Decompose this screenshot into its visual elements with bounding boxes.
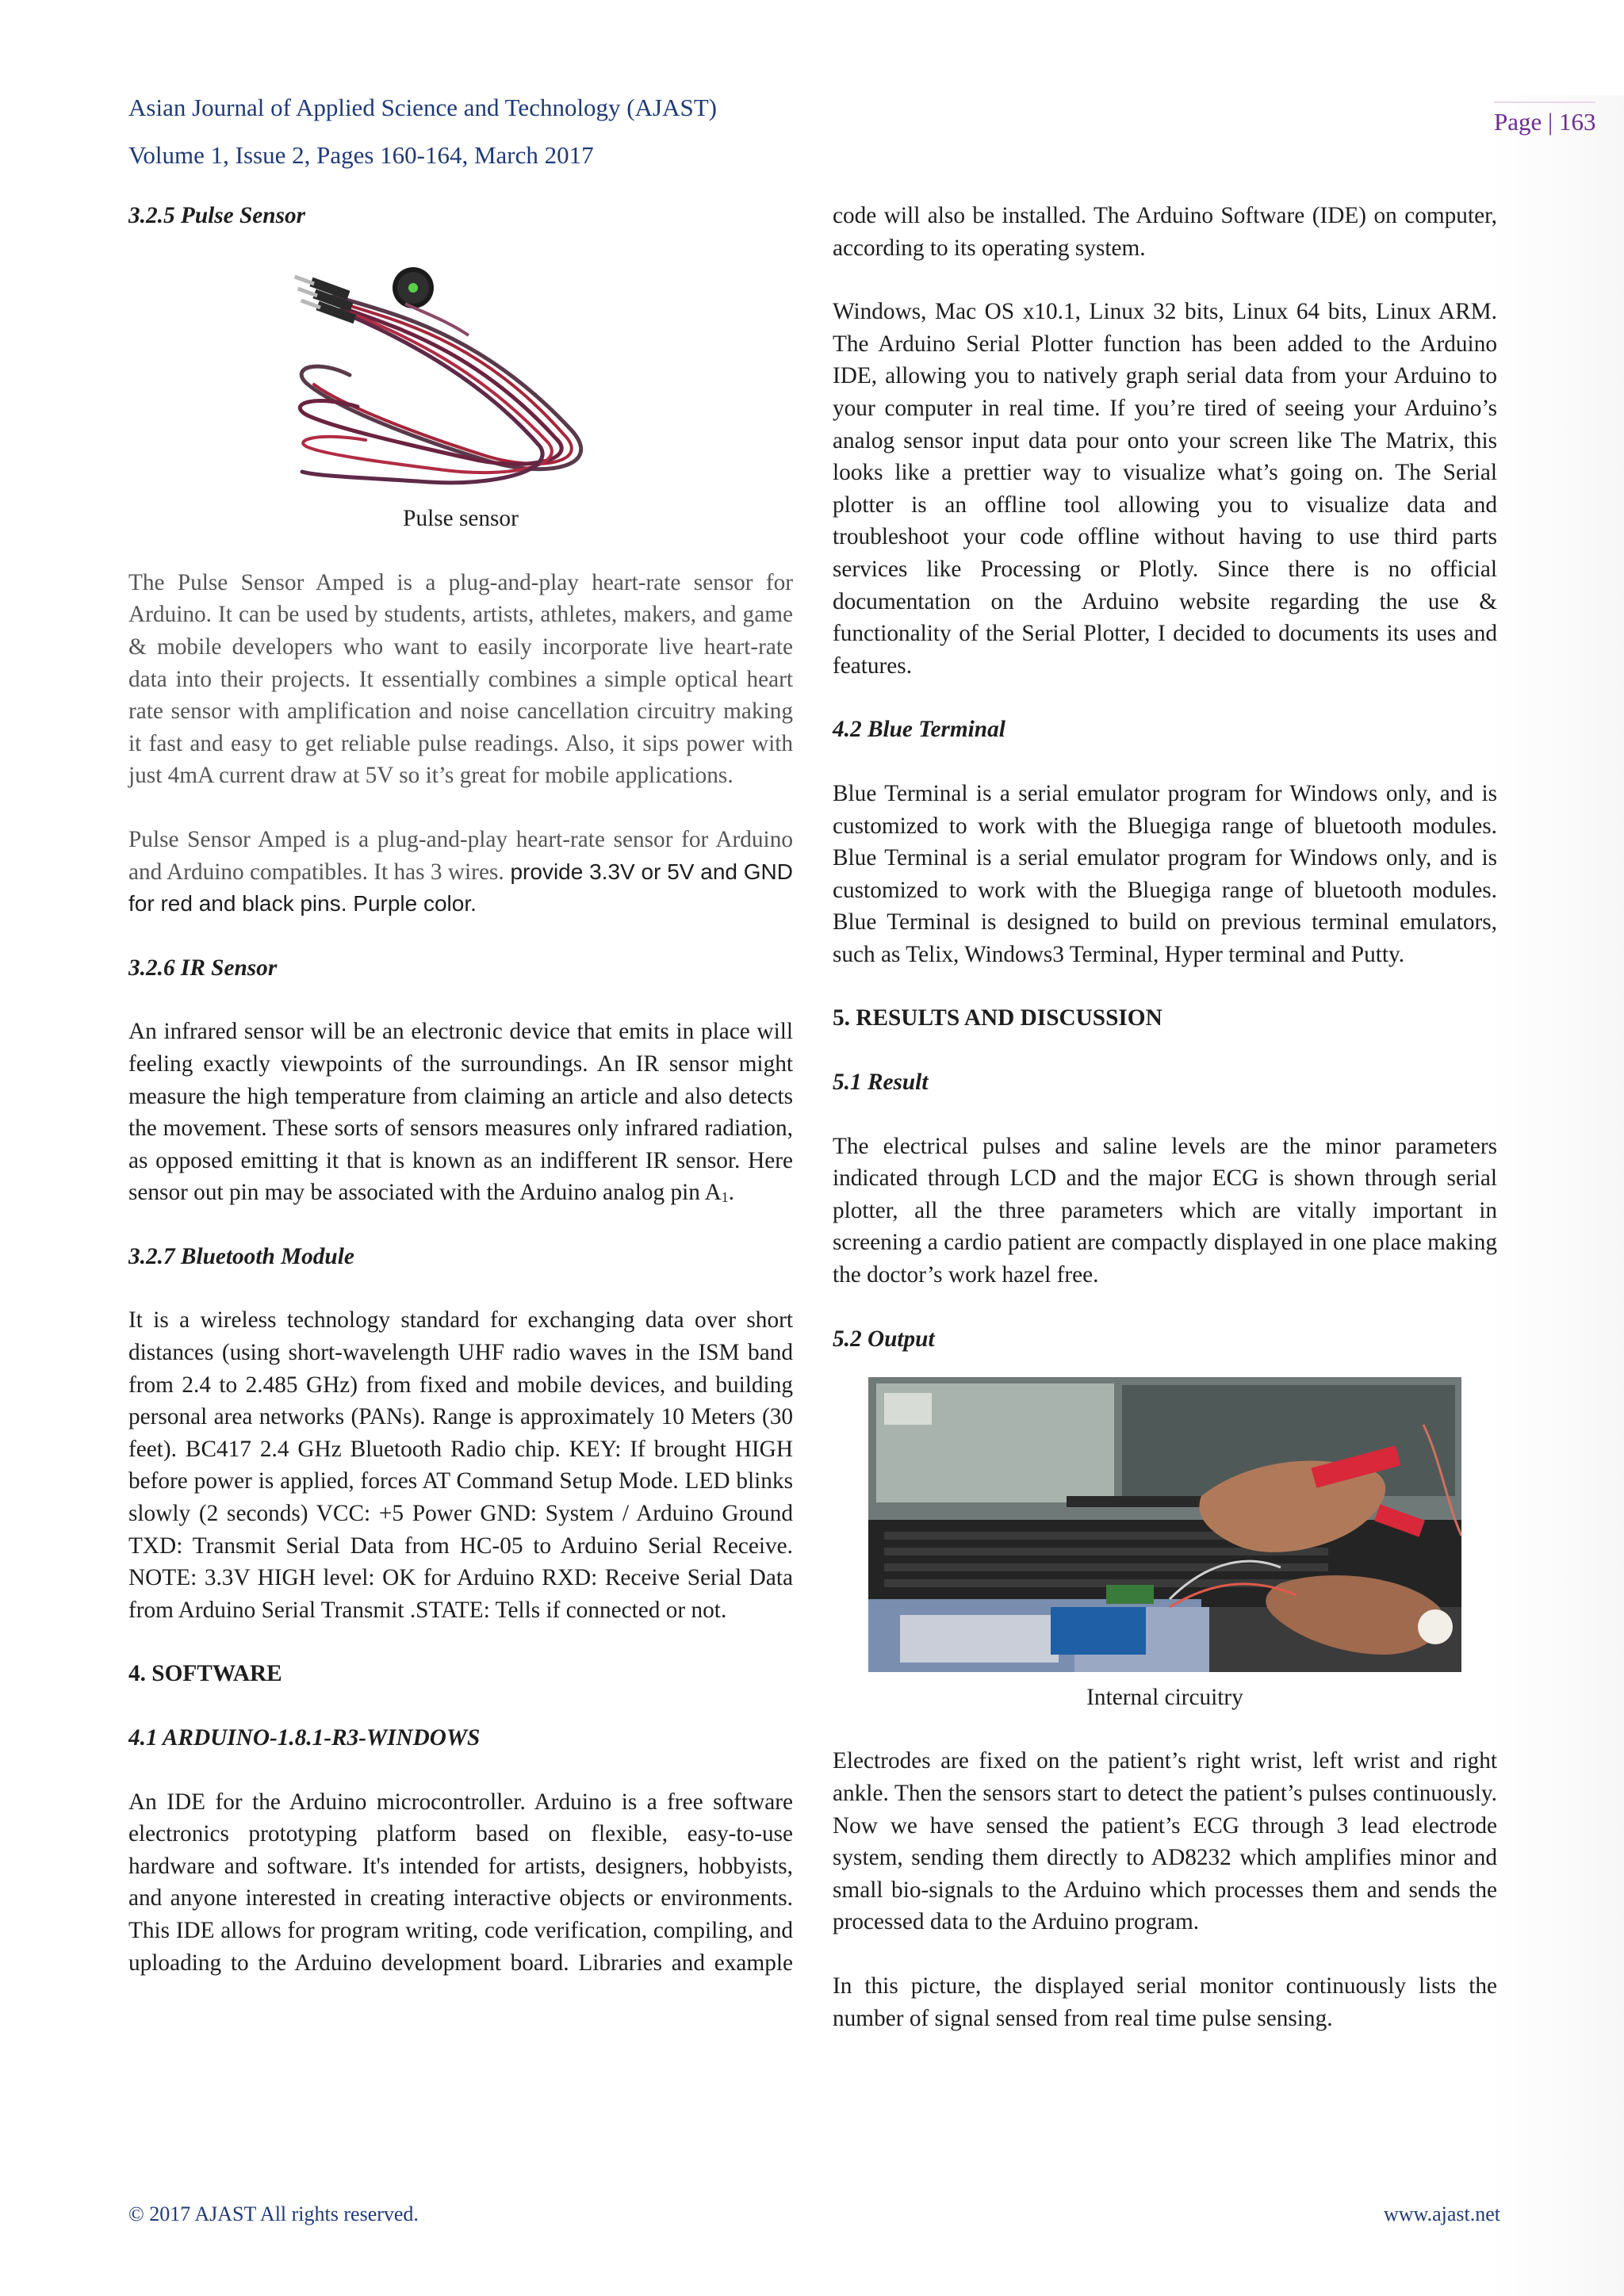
section-4-2-heading: 4.2 Blue Terminal — [833, 717, 1005, 743]
pulse-sensor-image — [286, 264, 635, 494]
pulse-sensor-paragraph-2 — [128, 824, 793, 920]
right-column — [833, 200, 1497, 2034]
ir-sensor-paragraph — [128, 1016, 793, 1209]
internal-circuitry-figure — [833, 1377, 1497, 1682]
serial-plotter-paragraph: Windows, Mac OS x10.1, Linux 32 bits, Linux 64 bits, Linux ARM. The Arduino Serial Plotter function has been added to the Arduino IDE, allowing you to natively graph serial data from your Arduino to your computer in real time. If you’re tired of seeing your Arduino’s analog sensor input data pour onto your screen like The Matrix, this looks like a prettier way to visualize what’s going on. The Serial plotter is an offline tool allowing you to visualize data and troubleshoot your code offline without having to use third parts services like Processing or Plotly. Since there is no official documentation on the Arduino website regarding the use & functionality of the Serial Plotter, I decided to documents its uses and features. — [833, 299, 1497, 679]
section-5-2-heading: 5.2 Output — [833, 1326, 935, 1352]
arduino-ide-continued: code will also be installed. The Arduino Software (IDE) on computer, according to its operating system. — [833, 203, 1497, 261]
section-3-2-7-heading: 3.2.7 Bluetooth Module — [128, 1243, 354, 1269]
ir-sensor-subscript: 1 — [721, 1189, 729, 1206]
arduino-ide-paragraph: An IDE for the Arduino microcontroller. Arduino is a free software electronics prototyping platform based on flexible, easy-to-use hardware and software. It's intended for artists, designers, hobbyists, and anyone interested in creating interactive objects or environments. This IDE allows for program writing, code verification, compiling, and uploading to the Arduino development board. Libraries and example — [128, 1789, 793, 1976]
result-paragraph: The electrical pulses and saline levels are the minor parameters indicated through LCD and the major ECG is shown through serial plotter, all the three parameters which are vitally important in screening a cardio patient are compactly displayed in one place making the doctor’s work hazel free. — [833, 1133, 1497, 1288]
section-3-2-6-heading: 3.2.6 IR Sensor — [128, 955, 278, 981]
section-4-1-heading: 4.1 ARDUINO-1.8.1-R3-WINDOWS — [128, 1725, 481, 1751]
serial-monitor-paragraph: In this picture, the displayed serial monitor continuously lists the number of signal sensed from real time pulse sensing. — [833, 1973, 1497, 2031]
footer-website[interactable]: www.ajast.net — [1383, 2202, 1500, 2225]
section-3-2-5-heading: 3.2.5 Pulse Sensor — [128, 203, 306, 228]
left-column — [128, 200, 793, 1979]
ir-sensor-end: . — [728, 1180, 734, 1206]
internal-circuitry-caption: Internal circuitry — [1086, 1684, 1243, 1710]
page-margin-shade — [1489, 95, 1624, 2296]
blue-terminal-paragraph: Blue Terminal is a serial emulator program for Windows only, and is customized to work with the Bluegiga range of bluetooth modules. Blue Terminal is a serial emulator program for Windows only, and is customized to work with the Bluegiga range of bluetooth modules. Blue Terminal is designed to build on previous terminal emulators, such as Telix, Windows3 Terminal, Hyper terminal and Putty. — [833, 780, 1497, 967]
pulse-sensor-paragraph-2b: provide 3.3V or 5V and GND for red and black pins. Purple color. — [128, 859, 793, 916]
pulse-sensor-caption: Pulse sensor — [403, 506, 519, 532]
internal-circuitry-photo — [868, 1377, 1461, 1672]
electrodes-paragraph: Electrodes are fixed on the patient’s right wrist, left wrist and right ankle. Then the sensors start to detect the patient’s pulses continuously. Now we have sensed the patient’s ECG through 3 lead electrode system, sending them directly to AD8232 which amplifies minor and small bio-signals to the Arduino which processes them and sends the processed data to the Arduino program. — [833, 1748, 1497, 1935]
journal-volume: Volume 1, Issue 2, Pages 160-164, March 2017 — [128, 141, 594, 169]
section-5-1-heading: 5.1 Result — [833, 1070, 929, 1096]
pulse-sensor-figure — [128, 264, 793, 503]
pulse-sensor-paragraph-1: The Pulse Sensor Amped is a plug-and-play heart-rate sensor for Arduino. It can be used by students, artists, athletes, makers, and game & mobile developers who want to easily incorporate live heart-rate data into their projects. It essentially combines a simple optical heart rate sensor with amplification and noise cancellation circuitry making it fast and easy to get reliable pulse readings. Also, it sips power with just 4mA current draw at 5V so it’s great for mobile applications. — [128, 569, 793, 789]
page-number: Page | 163 — [1494, 101, 1595, 136]
bluetooth-paragraph: It is a wireless technology standard for exchanging data over short distances (using short-wavelength UHF radio waves in the ISM band from 2.4 to 2.485 GHz) from fixed and mobile devices, and building personal area networks (PANs). Range is approximately 10 Meters (30 feet). BC417 2.4 GHz Bluetooth Radio chip. KEY: If brought HIGH before power is applied, forces AT Command Setup Mode. LED blinks slowly (2 seconds) VCC: +5 Power GND: System / Arduino Ground TXD: Transmit Serial Data from HC-05 to Arduino Serial Receive. NOTE: 3.3V HIGH level: OK for Arduino RXD: Receive Serial Data from Arduino Serial Transmit .STATE: Tells if connected or not. — [128, 1307, 793, 1623]
journal-title: Asian Journal of Applied Science and Technology (AJAST) — [128, 94, 717, 121]
footer-copyright: © 2017 AJAST All rights reserved. — [128, 2202, 419, 2225]
ir-sensor-text: An infrared sensor will be an electronic device that emits in place will feeling exactly viewpoints of the surroundings. An IR sensor might measure the high temperature from claiming an article and also detects the movement. These sorts of sensors measures only infrared radiation, as opposed emitting it that is known as an indifferent IR sensor. Here sensor out pin may be associated with the Arduino analog pin A — [128, 1019, 793, 1206]
section-4-heading: 4. SOFTWARE — [128, 1661, 282, 1687]
pulse-sensor-paragraph-2a: Pulse Sensor Amped is a plug-and-play heart-rate sensor for Arduino and Arduino compatibles. It has 3 wires. — [128, 826, 793, 885]
section-5-heading: 5. RESULTS AND DISCUSSION — [833, 1005, 1162, 1031]
